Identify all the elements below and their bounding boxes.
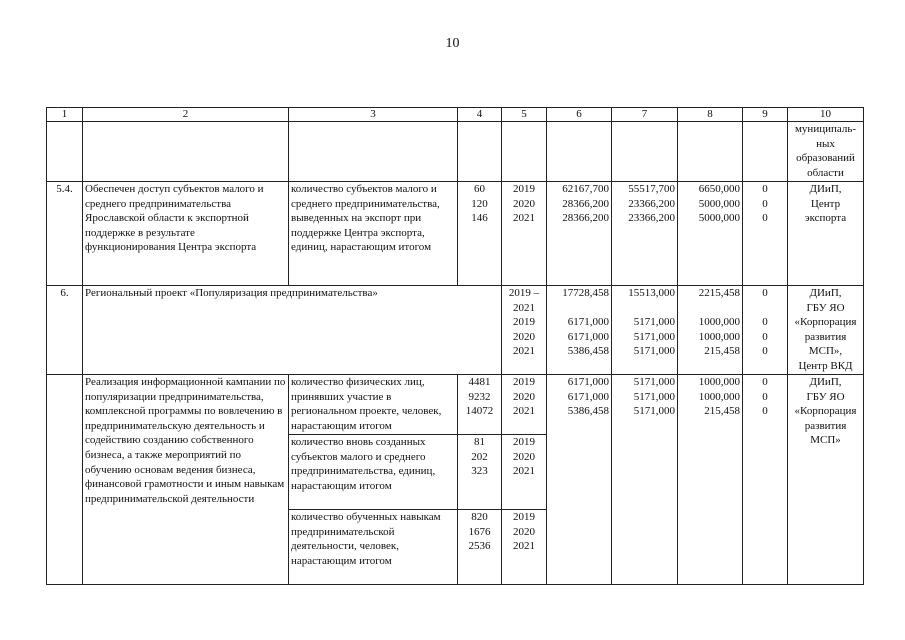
empty-cell [678, 122, 743, 182]
empty-cell [83, 122, 289, 182]
years-cell: 2019 – 2021 2019 2020 2021 [502, 286, 547, 375]
project-name: Региональный проект «Популяризация предпринимательства» [83, 286, 502, 375]
executor-cell: ДИиП, Центр экспорта [788, 182, 864, 286]
indicator-values: 4481 9232 14072 [458, 375, 502, 435]
funding-regional: 55517,700 23366,200 23366,200 [612, 182, 678, 286]
header-cell: 6 [547, 108, 612, 122]
executor-cell: ДИиП, ГБУ ЯО «Корпорация развития МСП», Центр ВКД [788, 286, 864, 375]
header-cell: 5 [502, 108, 547, 122]
empty-cell [612, 122, 678, 182]
header-cell: 2 [83, 108, 289, 122]
funding-total: 6171,000 6171,000 5386,458 [547, 375, 612, 585]
funding-other: 6650,000 5000,000 5000,000 [678, 182, 743, 286]
indicator-text: количество субъектов малого и среднего предпринимательства, выведенных на экспорт при поддержке Центра экспорта, единиц, нарастающим итогом [289, 182, 458, 286]
program-table [46, 107, 864, 585]
task-name: Обеспечен доступ субъектов малого и среднего предпринимательства Ярославской области к экспортной поддержке в результате функционирования Центра экспорта [83, 182, 289, 286]
header-cell: 3 [289, 108, 458, 122]
header-cell: 8 [678, 108, 743, 122]
empty-cell [47, 122, 83, 182]
row-number [47, 375, 83, 585]
page-number: 10 [445, 36, 460, 51]
funding-total: 17728,458 6171,000 6171,000 5386,458 [547, 286, 612, 375]
header-cell: 1 [47, 108, 83, 122]
funding-extra: 0 0 0 0 [743, 286, 788, 375]
funding-other: 1000,000 1000,000 215,458 [678, 375, 743, 585]
empty-cell [458, 122, 502, 182]
indicator-values: 81 202 323 [458, 435, 502, 510]
table-row [47, 182, 864, 286]
funding-extra: 0 0 0 [743, 375, 788, 585]
task-name: Реализация информационной кампании по популяризации предпринимательства, комплексной программы по вовлечению в предпринимательскую деятельность и содействию созданию собственного бизнеса, а также мероприятий по обучению основам ведения бизнеса, финансовой грамотности и иным навыкам предпринимательской деятельности [83, 375, 289, 585]
empty-cell [743, 122, 788, 182]
empty-cell [289, 122, 458, 182]
table-row [47, 375, 864, 435]
funding-total: 62167,700 28366,200 28366,200 [547, 182, 612, 286]
funding-other: 2215,458 1000,000 1000,000 215,458 [678, 286, 743, 375]
header-cell: 9 [743, 108, 788, 122]
executor-cell: ДИиП, ГБУ ЯО «Корпорация развития МСП» [788, 375, 864, 585]
empty-cell [502, 122, 547, 182]
indicator-values: 60 120 146 [458, 182, 502, 286]
funding-extra: 0 0 0 [743, 182, 788, 286]
years-cell: 2019 2020 2021 [502, 375, 547, 435]
years-cell: 2019 2020 2021 [502, 510, 547, 585]
indicator-values: 820 1676 2536 [458, 510, 502, 585]
indicator-text: количество обученных навыкам предпринимательской деятельности, человек, нарастающим итогом [289, 510, 458, 585]
header-row [47, 108, 864, 122]
funding-regional: 5171,000 5171,000 5171,000 [612, 375, 678, 585]
row-number: 6. [47, 286, 83, 375]
row-number: 5.4. [47, 182, 83, 286]
header-cell: 4 [458, 108, 502, 122]
header-cell: 10 [788, 108, 864, 122]
executor-cell: муниципаль- ных образований области [788, 122, 864, 182]
header-cell: 7 [612, 108, 678, 122]
indicator-text: количество физических лиц, принявших участие в региональном проекте, человек, нарастающим итогом [289, 375, 458, 435]
years-cell: 2019 2020 2021 [502, 182, 547, 286]
indicator-text: количество вновь созданных субъектов малого и среднего предпринимательства, единиц, нарастающим итогом [289, 435, 458, 510]
empty-cell [547, 122, 612, 182]
funding-regional: 15513,000 5171,000 5171,000 5171,000 [612, 286, 678, 375]
table-row [47, 122, 864, 182]
years-cell: 2019 2020 2021 [502, 435, 547, 510]
table-row [47, 286, 864, 375]
